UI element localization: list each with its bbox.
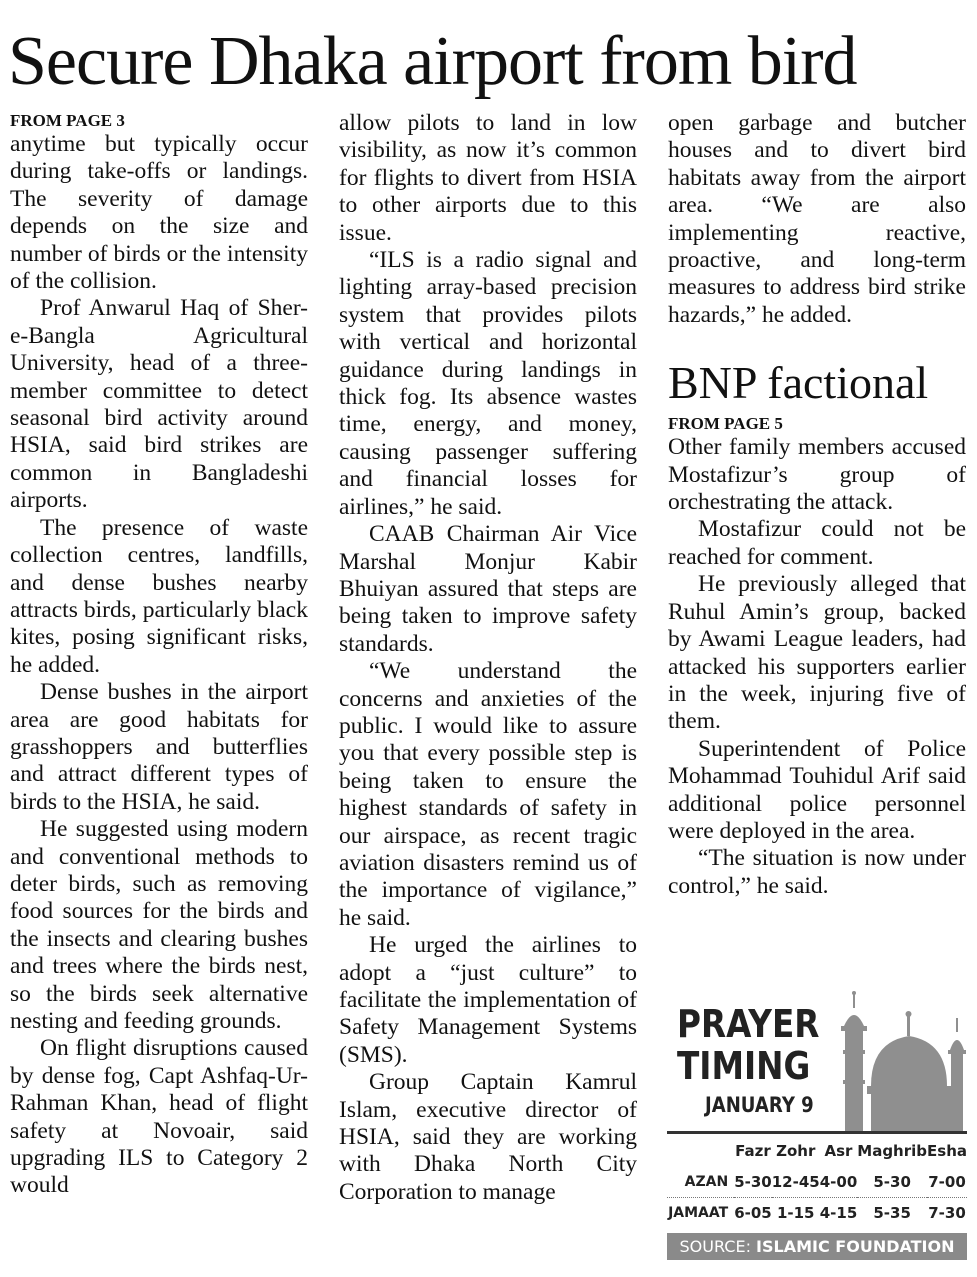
headline: Secure Dhaka airport from bird [8, 23, 857, 100]
column-header: Asr [824, 1142, 853, 1160]
paragraph: Superintendent of Police Mohammad Touhidul Arif said additional police personnel were deployed in the area. [668, 735, 966, 844]
column-header: Zohr [776, 1142, 816, 1160]
paragraph: open garbage and butcher houses and to divert bird habitats away from the airport area. “We are also implementing reactive, proactive, and long-term measures to address bird strike hazards,” he added. [668, 110, 966, 328]
paragraph: anytime but typically occur during take-offs or landings. The severity of damage depends on the size and number of birds or the intensity of the collision. [10, 131, 308, 295]
column-2 [339, 110, 637, 1206]
table-row [667, 1198, 967, 1229]
paragraph: “We understand the concerns and anxieties of the public. I would like to assure you that every possible step is being taken to ensure the highest standards of safety in our airspace, as recent tragic aviation disasters remind us of the importance of vigilance,” he said. [339, 658, 637, 931]
time-cell: 5-30 [734, 1167, 772, 1198]
time-cell: 7-30 [928, 1204, 966, 1222]
source-name: ISLAMIC FOUNDATION [756, 1237, 955, 1256]
row-label: JAMAAT [668, 1205, 729, 1221]
prayer-title-line: PRAYER [677, 1002, 820, 1046]
time-cell: 5-35 [873, 1204, 911, 1222]
column-3 [668, 110, 966, 900]
source-prefix: SOURCE: [679, 1237, 751, 1256]
paragraph: allow pilots to land in low visibility, as now it’s common for flights to divert from HSIA to other airports due to this issue. [339, 110, 637, 246]
paragraph: He previously alleged that Ruhul Amin’s group, backed by Awami League leaders, had attacked his supporters earlier in the week, injuring five of them. [668, 571, 966, 735]
divider [667, 1131, 967, 1134]
time-cell: 12-45 [772, 1167, 820, 1198]
time-cell: 4-15 [819, 1204, 858, 1222]
paragraph: Dense bushes in the airport area are good habitats for grasshoppers and butterflies and attract different types of birds to the HSIA, he said. [10, 679, 308, 815]
mosque-icon [827, 990, 967, 1133]
prayer-title-line: TIMING [677, 1044, 811, 1088]
time-cell: 7-00 [927, 1167, 967, 1198]
paragraph: CAAB Chairman Air Vice Marshal Monjur Kabir Bhuiyan assured that steps are being taken to improve safety standards. [339, 521, 637, 657]
paragraph: Other family members accused Mostafizur’s group of orchestrating the attack. [668, 434, 966, 516]
time-cell: 1-15 [776, 1204, 815, 1222]
paragraph: Prof Anwarul Haq of Sher-e-Bangla Agricultural University, head of a three-member committee to detect seasonal bird activity around HSIA, said bird strikes are common in Bangladeshi airports. [10, 295, 308, 514]
time-cell: 5-30 [857, 1167, 927, 1198]
jump-kicker: FROM PAGE 5 [668, 414, 783, 434]
paragraph: On flight disruptions caused by dense fog, Capt Ashfaq-Ur-Rahman Khan, head of flight safety at Novoair, said upgrading ILS to Category 2 would [10, 1035, 308, 1199]
column-header: Fazr [735, 1142, 771, 1160]
prayer-date: JANUARY 9 [705, 1093, 814, 1117]
column-1 [10, 110, 308, 1200]
paragraph: The presence of waste collection centres, landfills, and dense bushes nearby attracts birds, particularly black kites, posing significant risks, he added. [10, 514, 308, 678]
time-cell: 6-05 [734, 1204, 772, 1222]
paragraph: He suggested using modern and conventional methods to deter birds, such as removing food sources for the birds and the insects and clearing bushes and trees where the birds nest, so the birds seek alternative nesting and feeding grounds. [10, 816, 308, 1034]
prayer-title [677, 1003, 819, 1087]
prayer-table [667, 1135, 967, 1228]
jump-kicker: FROM PAGE 3 [10, 111, 125, 130]
paragraph: Mostafizur could not be reached for comment. [668, 516, 966, 570]
paragraph: “The situation is now under control,” he said. [668, 845, 966, 899]
source-credit [667, 1233, 967, 1260]
paragraph: “ILS is a radio signal and lighting array-based precision system that provides pilots with vertical and horizontal guidance during landings in thick fog. Its absence wastes time, energy, and money, causing passenger suffering and financial losses for airlines,” he said. [339, 247, 637, 520]
time-cell: 4-00 [820, 1167, 858, 1198]
row-label: AZAN [667, 1167, 734, 1198]
story-headline: BNP factional [668, 357, 929, 409]
column-header: Esha [927, 1142, 967, 1160]
paragraph: He urged the airlines to adopt a “just culture” to facilitate the implementation of Safety Management Systems (SMS). [339, 932, 637, 1068]
paragraph: Group Captain Kamrul Islam, executive director of HSIA, said they are working with Dhaka North City Corporation to manage [339, 1069, 637, 1205]
table-row [667, 1167, 967, 1198]
column-header: Maghrib [857, 1142, 928, 1160]
corner-cell [667, 1135, 734, 1167]
prayer-timing-box [667, 985, 967, 1260]
